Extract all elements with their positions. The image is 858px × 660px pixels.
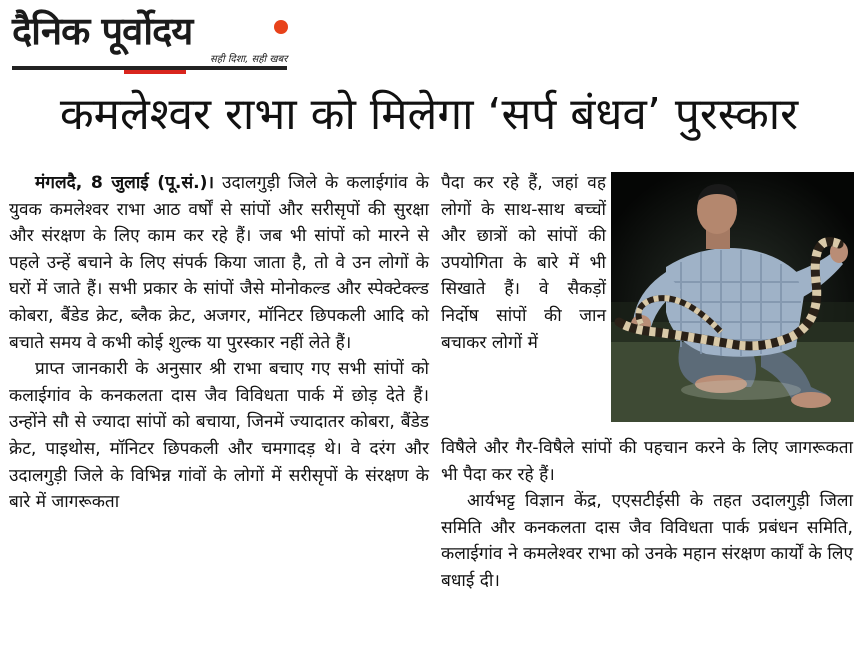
paragraph-1-text: उदालगुड़ी जिले के कलाईगांव के युवक कमलेश्वर राभा आठ वर्षों से सांपों और सरीसृपों की सुरक्षा और संरक्षण के लिए काम कर रहे हैं। जब भी सांपों को मारने से पहले उन्हें बचाने के लिए संपर्क किया जाता है, तो वे उन लोगों के घरों में जाते हैं। सभी प्रकार के सांपों जैसे मोनोकल्ड और स्पेक्टेक्ल्ड कोबरा, बैंडेड क्रेट, ब्लैक क्रेट, अजगर, मॉनिटर छिपकली आदि को बचाते समय वे कभी कोई शुल्क या पुरस्कार नहीं लेते हैं। xyxy=(9,173,429,353)
newspaper-tagline: सही दिशा, सही खबर xyxy=(210,54,288,65)
paragraph-2-end: विषैले और गैर-विषैले सांपों की पहचान करने के लिए जागरूकता भी पैदा कर रहे हैं। xyxy=(441,438,853,485)
logo-dot-icon xyxy=(274,20,288,34)
masthead xyxy=(12,4,287,74)
masthead-accent-bar xyxy=(124,70,186,74)
article-column-2 xyxy=(441,170,606,356)
paragraph-2-continued: पैदा कर रहे हैं, जहां वह लोगों के साथ-साथ बच्चों और छात्रों को सांपों की उपयोगिता के बारे में भी सिखाते हैं। वे सैकड़ों निर्दोष सांपों की जान बचाकर लोगों में xyxy=(441,173,606,353)
article-paragraph-3: आर्यभट्ट विज्ञान केंद्र, एएसटीईसी के तहत उदालगुड़ी जिला समिति और कनकलता दास जैव विविधता पार्क प्रबंधन समिति, कलाईगांव ने कमलेश्वर राभा को उनके महान संरक्षण कार्यों के लिए बधाई दी। xyxy=(441,491,853,591)
article-column-3 xyxy=(441,435,853,595)
dateline: मंगलदै, 8 जुलाई (पू.सं.)। xyxy=(35,173,214,193)
headline: कमलेश्वर राभा को मिलेगा ‘सर्प बंधव’ पुरस्कार xyxy=(59,89,799,140)
article-paragraph-2: प्राप्त जानकारी के अनुसार श्री राभा बचाए गए सभी सांपों को कलाईगांव के कनकलता दास जैव विविधता पार्क में छोड़ देते हैं। उन्होंने सौ से ज्यादा सांपों को बचाया, जिनमें ज्यादातर कोबरा, बैंडेड क्रेट, पाइथोस, मॉनिटर छिपकली और चमगादड़ थे। वे दरंग और उदालगुड़ी जिले के विभिन्न गांवों के लोगों में सरीसृपों के संरक्षण के बारे में जागरूकता xyxy=(9,359,429,513)
newspaper-name: दैनिक पूर्वोदय xyxy=(12,9,193,53)
article-paragraph-1 xyxy=(9,170,429,356)
person-holding-snake-photo-icon xyxy=(611,172,854,422)
news-photo xyxy=(611,172,854,422)
article-column-1 xyxy=(9,170,429,516)
